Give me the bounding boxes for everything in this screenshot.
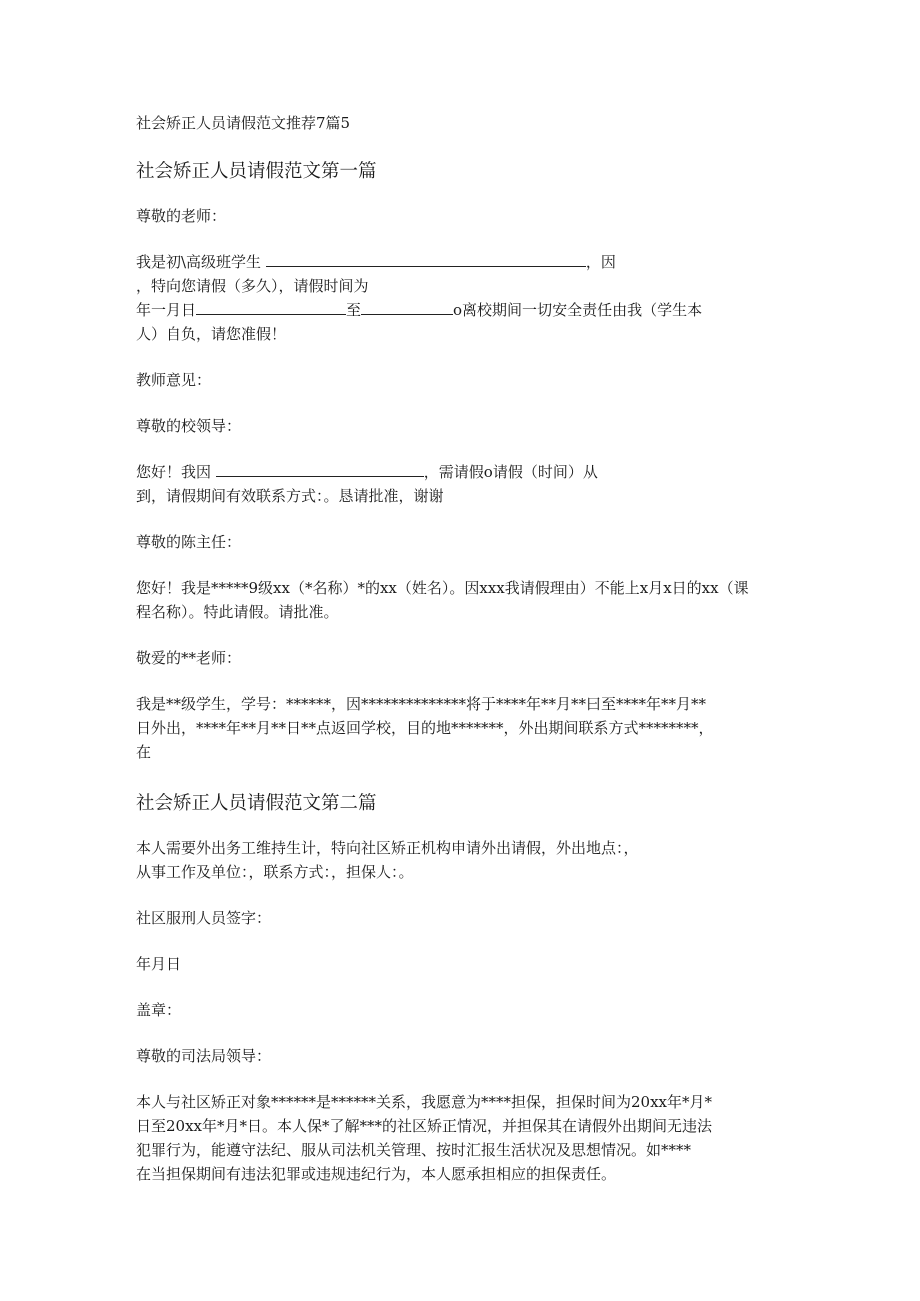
leave-request-paragraph-1 [136,250,796,346]
paragraph-line: 从事工作及单位：，联系方式：，担保人：。 [136,863,414,881]
text-segment: o离校期间一切安全责任由我（学生本 [453,301,703,319]
paragraph-line: 犯罪行为，能遵守法纪、服从司法机关管理、按时汇报生活状况及思想情况。如**** [136,1141,692,1159]
teacher-opinion-label: 教师意见： [136,371,212,389]
paragraph-line: ，特向您请假（多久），请假时间为 [136,277,369,295]
text-segment: 年一月日 [136,301,197,319]
work-leave-paragraph [136,836,796,884]
paragraph-line [136,250,796,274]
section-1-heading: 社会矫正人员请假范文第一篇 [136,161,377,182]
text-segment: ，因 [585,253,616,271]
paragraph-line: 在 [136,743,152,761]
guarantee-paragraph [136,1090,796,1186]
paragraph-line: 日至20xx年*月*日。本人保*了解***的社区矫正情况，并担保其在请假外出期间无违法 [136,1117,713,1135]
greeting-director-chen: 尊敬的陈主任： [136,533,242,551]
fill-blank [196,300,346,315]
greeting-school-leader: 尊敬的校领导： [136,417,242,435]
greeting-justice-bureau: 尊敬的司法局领导： [136,1047,272,1065]
text-segment: ，需请假o请假（时间）从 [423,463,598,481]
paragraph-line: 在当担保期间有违法犯罪或违规违纪行为，本人愿承担相应的担保责任。 [136,1165,617,1183]
paragraph-line: 您好！我是*****9级xx（*名称）*的xx（姓名）。因xxx我请假理由）不能上x月x日的xx（课 [136,579,749,597]
section-2-heading: 社会矫正人员请假范文第二篇 [136,793,377,814]
paragraph-line [136,460,796,484]
text-segment: 我是初\高级班学生 [136,253,262,271]
paragraph-line: 我是**级学生，学号：******，因**************将于****年**月**曰至****年**月** [136,695,707,713]
greeting-dear-teacher: 敬爱的**老师： [136,649,242,667]
document-page [136,112,796,1208]
paragraph-line: 日外出，****年**月**日**点返回学校，目的地*******，外出期间联系方式********， [136,719,714,737]
paragraph-line: 本人需要外出务工维持生计，特向社区矫正机构申请外出请假，外出地点：， [136,839,639,857]
fill-blank [266,252,586,267]
paragraph-line [136,298,796,322]
seal-label: 盖章： [136,1001,182,1019]
leave-request-paragraph-4 [136,692,796,764]
paragraph-line: 程名称）。特此请假。请批准。 [136,603,339,621]
signature-label: 社区服刑人员签字： [136,909,272,927]
greeting-teacher: 尊敬的老师： [136,207,227,225]
paragraph-line: 到，请假期间有效联系方式：。恳请批准，谢谢 [136,487,444,505]
fill-blank [361,300,453,315]
text-segment: 您好！我因 [136,463,212,481]
paragraph-line: 人）自负，请您准假！ [136,325,287,343]
paragraph-line: 本人与社区矫正对象******是******关系，我愿意为****担保，担保时间为20xx年*月* [136,1093,713,1111]
text-segment: 至 [346,301,362,319]
fill-blank [216,462,424,477]
document-title: 社会矫正人员请假范文推荐7篇5 [136,114,351,132]
leave-request-paragraph-2 [136,460,796,508]
date-label: 年月日 [136,955,182,973]
leave-request-paragraph-3 [136,576,796,624]
